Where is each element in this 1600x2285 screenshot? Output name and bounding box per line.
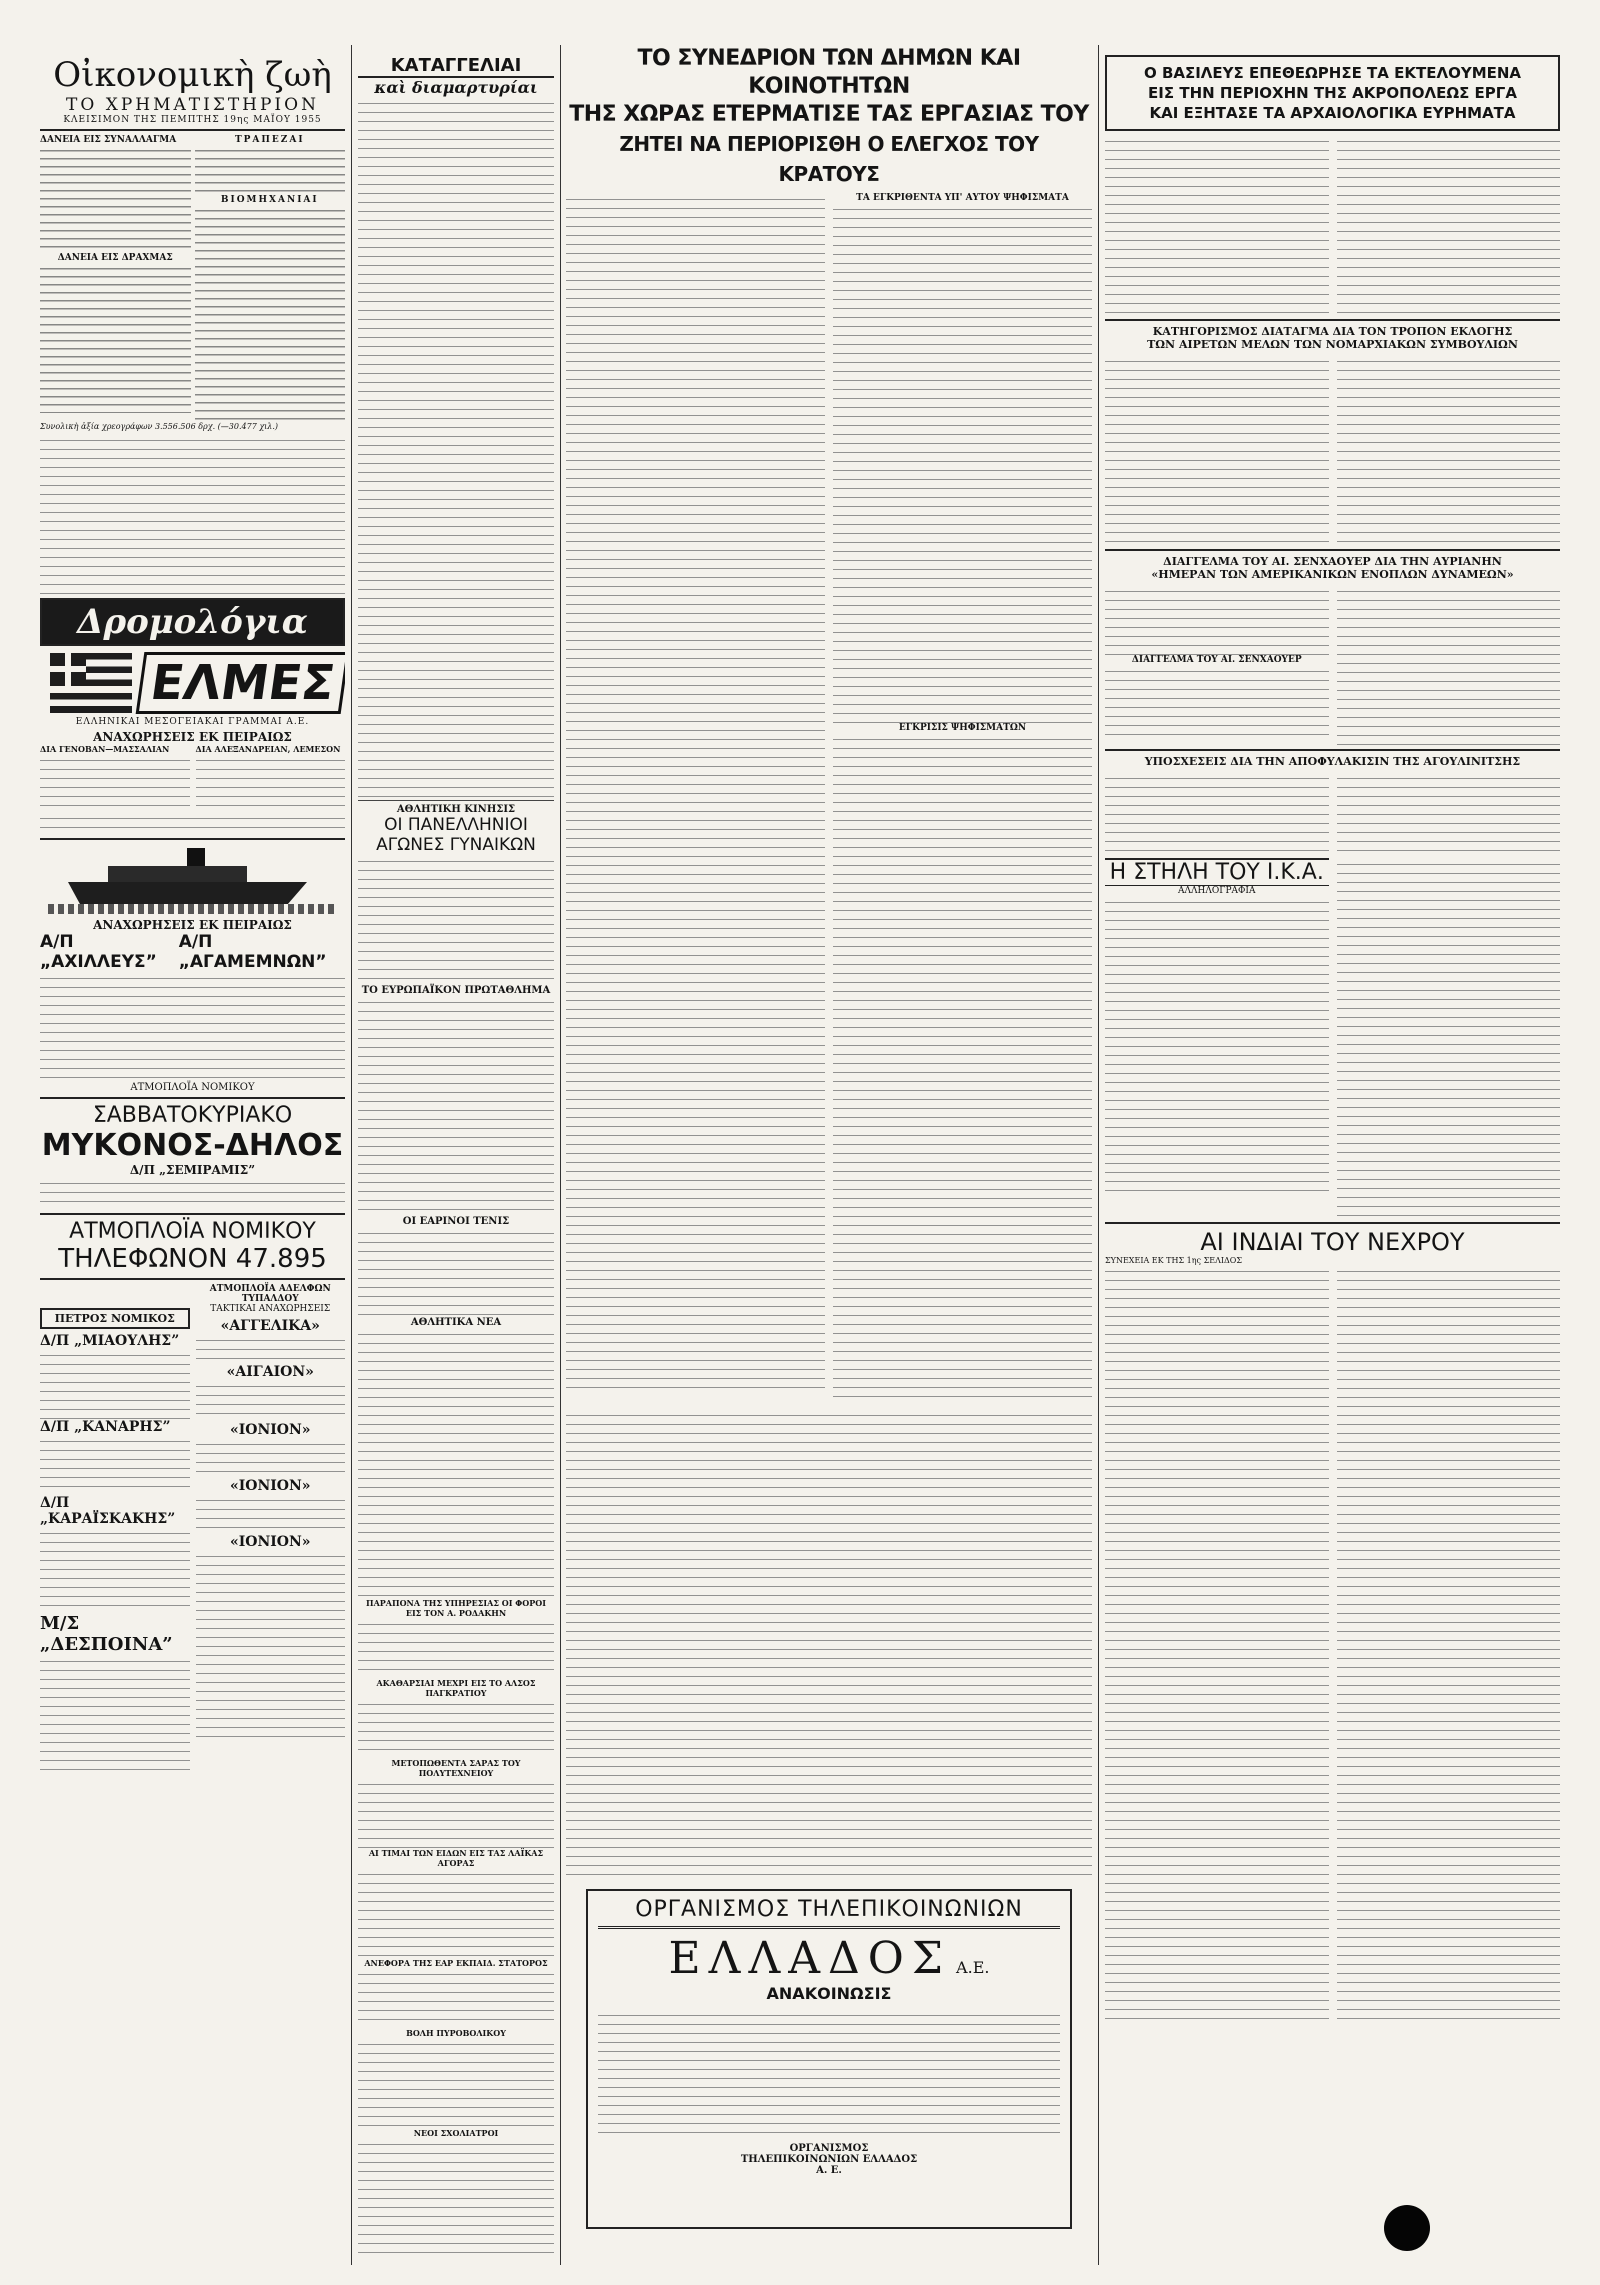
market-commentary: [40, 434, 345, 594]
industries-heading: ΒΙΟΜΗΧΑΝΙΑΙ: [220, 195, 319, 205]
column-rule: [1098, 45, 1099, 2265]
loans-table: [40, 145, 191, 253]
elmes-subtitle: ΕΛΛΗΝΙΚΑΙ ΜΕΣΟΓΕΙΑΚΑΙ ΓΡΑΜΜΑΙ Α.Ε.: [75, 717, 310, 727]
greek-flag-icon: [50, 653, 132, 713]
column-1: [40, 55, 345, 2270]
closing-line: ΚΛΕΙΣΙΜΟΝ ΤΗΣ ΠΕΜΠΤΗΣ 19ης ΜΑΪΟΥ 1955: [63, 115, 322, 125]
column-4: [838, 180, 1092, 2080]
nomikos-liner-ad: [40, 844, 345, 1093]
typaldou-ad: ΑΤΜΟΠΛΟΪΑ ΑΔΕΛΦΩΝ ΤΥΠΑΛΔΟΥ ΤΑΚΤΙΚΑΙ ΑΝΑΧΩΡΗΣΕΙΣ «ΑΓΓΕΛΙΚΑ» «ΑΙΓΑΙΟΝ» «ΙΟΝΙΟΝ» «ΙΟΝΙΟΝ» «ΙΟΝΙΟΝ»: [196, 1284, 346, 1775]
banks-table: [195, 145, 346, 195]
liner-departures: ΑΝΑΧΩΡΗΣΕΙΣ ΕΚ ΠΕΙΡΑΙΩΣ: [93, 918, 292, 932]
eisenhower-headline: ΔΙΑΓΓΕΛΜΑ ΤΟΥ ΑΙ. ΣΕΝΧΑΟΥΕΡ ΔΙΑ ΤΗΝ ΑΥΡΙΑΝΗΝ «ΗΜΕΡΑΝ ΤΩΝ ΑΜΕΡΙΚΑΝΙΚΩΝ ΕΝΟΠΛΩΝ ΔΥΝΑΜΕΩΝ»: [1151, 555, 1514, 581]
routes-banner: Δρομολόγια: [40, 598, 345, 646]
ika-column-heading: Η ΣΤΗΛΗ ΤΟΥ Ι.Κ.Α.: [1105, 858, 1329, 886]
column-rule: [560, 45, 561, 2265]
ship-illustration: [48, 844, 337, 914]
economic-life-title: Οἰκονομικὴ ζωὴ: [53, 55, 332, 95]
total-value-line: Συνολικὴ ἀξία χρεογράφων 3.556.506 δρχ. (—30.477 χιλ.): [40, 422, 279, 431]
election-headline: ΚΑΤΗΓΟΡΙΣΜΟΣ ΔΙΑΤΑΓΜΑ ΔΙΑ ΤΟΝ ΤΡΟΠΟΝ ΕΚΛΟΓΗΣ ΤΩΝ ΑΙΡΕΤΩΝ ΜΕΛΩΝ ΤΩΝ ΝΟΜΑΡΧΙΑΚΩΝ ΣΥΜΒΟΥΛΙΩΝ: [1147, 325, 1518, 351]
ink-blot: [1384, 2205, 1430, 2251]
ote-announcement: ΟΡΓΑΝΙΣΜΟΣ ΤΗΛΕΠΙΚΟΙΝΩΝΙΩΝ ΕΛΛΑΔΟΣ Α.Ε. ΑΝΑΚΟΙΝΩΣΙΣ ΟΡΓΑΝΙΣΜΟΣ ΤΗΛΕΠΙΚΟΙΝΩΝΙΩΝ ΕΛΛΑΔΟΣ Α. Ε.: [586, 1889, 1072, 2229]
loans-heading: ΔΑΝΕΙΑ ΕΙΣ ΣΥΝΑΛΛΑΓΜΑ: [40, 135, 177, 145]
achilleus-title: Α/Π „ΑΧΙΛΛΕΥΣ”: [40, 932, 157, 972]
nomikou-phone-ad: ΑΤΜΟΠΛΟΪΑ ΝΟΜΙΚΟΥ ΤΗΛΕΦΩΝΟΝ 47.895: [58, 1219, 327, 1274]
banks-heading: ΤΡΑΠΕΖΑΙ: [234, 135, 305, 145]
drachma-loans-heading: ΔΑΝΕΙΑ ΕΙΣ ΔΡΑΧΜΑΣ: [57, 253, 173, 263]
column-2: ΚΑΤΑΓΓΕΛΙΑΙ καὶ διαμαρτυρίαι ΑΘΛΗΤΙΚΗ ΚΙΝΗΣΙΣ ΟΙ ΠΑΝΕΛΛΗΝΙΟΙ ΑΓΩΝΕΣ ΓΥΝΑΙΚΩΝ ΤΟ ΕΥΡΩΠΑΪΚΟΝ ΠΡΩΤΑΘΛΗΜΑ ΟΙ ΕΑΡΙΝΟΙ ΤΕΝΙΣ ΑΘΛΗΤΙΚΑ ΝΕΑ ΠΑΡΑΠΟΝΑ ΤΗΣ ΥΠΗΡΕΣΙΑΣ ΟΙ ΦΟΡΟΙ ΕΙΣ ΤΟΝ Α. ΡΟΔΑΚΗΝ ΑΚΑΘΑΡΣΙΑΙ ΜΕΧΡΙ ΕΙΣ ΤΟ ΑΛΣΟΣ ΠΑΓΚΡΑΤΙΟΥ ΜΕΤΟΠΩΘΕΝΤΑ ΣΑΡΑΣ ΤΟΥ ΠΟΛΥΤΕΧΝΕΙΟΥ ΑΙ ΤΙΜΑΙ ΤΩΝ ΕΙΔΩΝ ΕΙΣ ΤΑΣ ΛΑΪΚΑΣ ΑΓΟΡΑΣ ΑΝΕΦΟΡΑ ΤΗΣ ΕΑΡ ΕΚΠΑΙΔ. ΣΤΑΤΟΡΟΣ ΒΟΛΗ ΠΥΡΟΒΟΛΙΚΟΥ ΝΕΟΙ ΣΧΟΛΙΑΤΡΟΙ: [358, 55, 554, 2270]
mykonos-ad: ΣΑΒΒΑΤΟΚΥΡΙΑΚΟ ΜΥΚΟΝΟΣ-ΔΗΛΟΣ Δ/Π „ΣΕΜΙΡΑΜΙΣ”: [40, 1103, 345, 1209]
column-5: Ο ΒΑΣΙΛΕΥΣ ΕΠΕΘΕΩΡΗΣΕ ΤΑ ΕΚΤΕΛΟΥΜΕΝΑ ΕΙΣ ΤΗΝ ΠΕΡΙΟΧΗΝ ΤΗΣ ΑΚΡΟΠΟΛΕΩΣ ΕΡΓΑ ΚΑΙ ΕΞΗΤΑΣΕ ΤΑ ΑΡΧΑΙΟΛΟΓΙΚΑ ΕΥΡΗΜΑΤΑ ΚΑΤΗΓΟΡΙΣΜΟΣ ΔΙΑΤΑΓΜΑ ΔΙΑ ΤΟΝ ΤΡΟΠΟΝ ΕΚΛΟΓΗΣ ΤΩΝ ΑΙΡΕΤΩΝ ΜΕΛΩΝ ΤΩΝ ΝΟΜΑΡΧΙΑΚΩΝ ΣΥΜΒΟΥΛΙΩΝ ΔΙΑΓΓΕΛΜΑ ΤΟΥ ΑΙ. ΣΕΝΧΑΟΥΕΡ ΔΙΑ ΤΗΝ ΑΥΡΙΑΝΗΝ «ΗΜΕΡΑΝ ΤΩΝ ΑΜΕΡΙΚΑΝΙΚΩΝ ΕΝΟΠΛΩΝ ΔΥΝΑΜΕΩΝ» ΔΙΑΓΓΕΛΜΑ ΤΟΥ ΑΙ. ΣΕΝΧΑΟΥΕΡ ΥΠΟΣΧΕΣΕΙΣ ΔΙΑ ΤΗΝ ΑΠΟΦΥΛΑΚΙΣΙΝ ΤΗΣ ΑΓΟΥΛΙΝΙΤΣΗΣ Η ΣΤΗΛΗ ΤΟΥ Ι.Κ.Α. ΑΛΛΗΛΟΓΡΑΦΙΑ ΑΙ ΙΝΔΙΑΙ ΤΟΥ ΝΕΧΡΟΥ ΣΥΝΕΧΕΙΑ ΕΚ ΤΗΣ 1ης ΣΕΛΙΔΟΣ: [1105, 55, 1560, 2270]
elmes-ad: [40, 652, 345, 834]
indies-headline: ΑΙ ΙΝΔΙΑΙ ΤΟΥ ΝΕΧΡΟΥ: [1200, 1228, 1465, 1256]
mykonos-title: ΜΥΚΟΝΟΣ-ΔΗΛΟΣ: [41, 1128, 344, 1163]
exchange-heading: ΤΟ ΧΡΗΜΑΤΙΣΤΗΡΙΟΝ: [66, 95, 319, 115]
womens-games-heading: ΟΙ ΠΑΝΕΛΛΗΝΙΟΙ ΑΓΩΝΕΣ ΓΥΝΑΙΚΩΝ: [376, 815, 536, 855]
elmes-departures: ΑΝΑΧΩΡΗΣΕΙΣ ΕΚ ΠΕΙΡΑΙΩΣ: [93, 730, 292, 744]
column-rule: [351, 45, 352, 2265]
petros-nomikos-ad: ΠΕΤΡΟΣ ΝΟΜΙΚΟΣ Δ/Π „ΜΙΑΟΥΛΗΣ” Δ/Π „ΚΑΝΑΡΗΣ” Δ/Π „ΚΑΡΑΪΣΚΑΚΗΣ” Μ/Σ „ΔΕΣΠΟΙΝΑ”: [40, 1284, 190, 1775]
agamemnon-title: Α/Π „ΑΓΑΜΕΜΝΩΝ”: [178, 932, 327, 972]
elmes-logo: ΕΛΜΕΣ: [135, 652, 345, 714]
industries-table: [195, 205, 346, 420]
column-3: ΤΟ ΣΥΝΕΔΡΙΟΝ ΤΩΝ ΔΗΜΩΝ ΚΑΙ ΚΟΙΝΟΤΗΤΩΝ ΤΗΣ ΧΩΡΑΣ ΕΤΕΡΜΑΤΙΣΕ ΤΑΣ ΕΡΓΑΣΙΑΣ ΤΟΥ ΖΗΤΕΙ ΝΑ ΠΕΡΙΟΡΙΣΘΗ Ο ΕΛΕΓΧΟΣ ΤΟΥ ΚΡΑΤΟΥΣ ΤΑ ΕΓΚΡΙΘΕΝΤΑ ΥΠ' ΑΥΤΟΥ ΨΗΦΙΣΜΑΤΑ ΕΓΚΡΙΣΙΣ ΨΗΦΙΣΜΑΤΩΝ ΟΡΓΑΝΙΣΜΟΣ ΤΗΛΕΠΙΚΟΙΝΩΝΙΩΝ ΕΛΛΑΔΟΣ Α.Ε. ΑΝΑΚΟΙΝΩΣΙΣ ΟΡΓΑΝΙΣΜΟΣ ΤΗΛΕΠΙΚΟΙΝΩΝΙΩΝ ΕΛΛΑΔΟΣ Α. Ε.: [566, 45, 1092, 2270]
alexandria-route: ΔΙΑ ΑΛΕΞΑΝΔΡΕΙΑΝ, ΛΕΜΕΣΟΝ: [195, 744, 341, 754]
king-headline: Ο ΒΑΣΙΛΕΥΣ ΕΠΕΘΕΩΡΗΣΕ ΤΑ ΕΚΤΕΛΟΥΜΕΝΑ ΕΙΣ ΤΗΝ ΠΕΡΙΟΧΗΝ ΤΗΣ ΑΚΡΟΠΟΛΕΩΣ ΕΡΓΑ ΚΑΙ ΕΞΗΤΑΣΕ ΤΑ ΑΡΧΑΙΟΛΟΓΙΚΑ ΕΥΡΗΜΑΤΑ: [1105, 55, 1560, 131]
nomikos-line: ΑΤΜΟΠΛΟΪΑ ΝΟΜΙΚΟΥ: [130, 1082, 255, 1093]
genoa-route: ΔΙΑ ΓΕΝΟΒΑΝ—ΜΑΣΣΑΛΙΑΝ: [40, 744, 170, 754]
congress-article: [566, 193, 825, 1393]
main-headline: ΤΟ ΣΥΝΕΔΡΙΟΝ ΤΩΝ ΔΗΜΩΝ ΚΑΙ ΚΟΙΝΟΤΗΤΩΝ ΤΗΣ ΧΩΡΑΣ ΕΤΕΡΜΑΤΙΣΕ ΤΑΣ ΕΡΓΑΣΙΑΣ ΤΟΥ ΖΗΤΕΙ ΝΑ ΠΕΡΙΟΡΙΣΘΗ Ο ΕΛΕΓΧΟΣ ΤΟΥ ΚΡΑΤΟΥΣ: [569, 46, 1089, 186]
drachma-loans-table: [40, 263, 191, 413]
denounces-heading: ΚΑΤΑΓΓΕΛΙΑΙ: [358, 55, 554, 78]
